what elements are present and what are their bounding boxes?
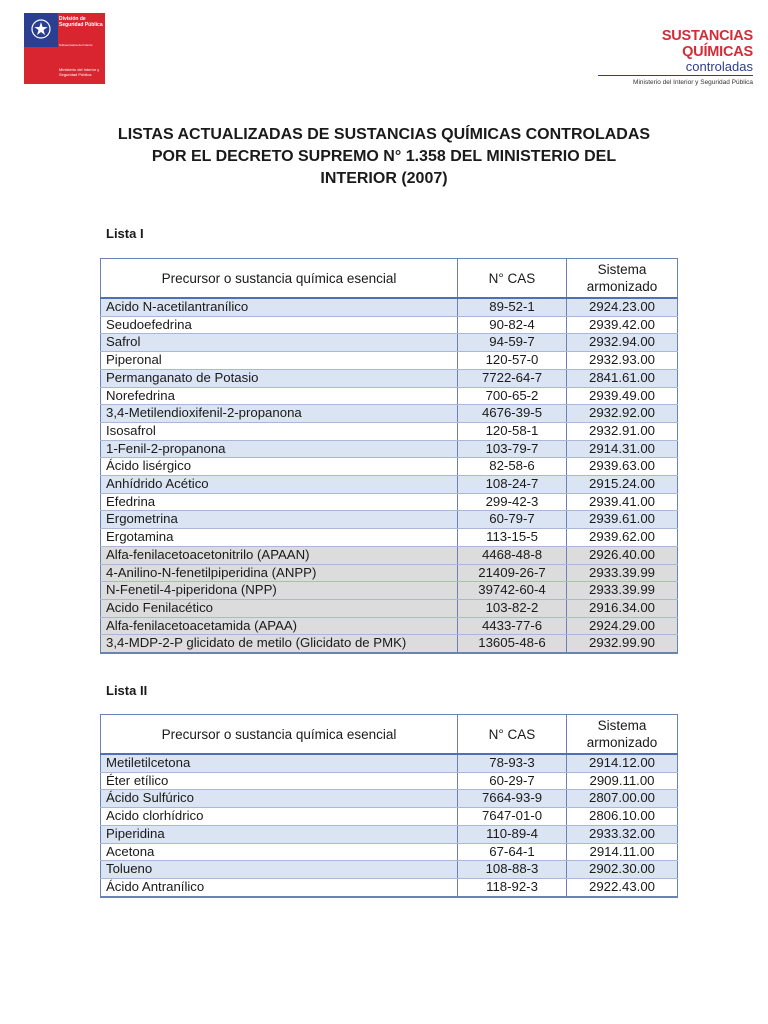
title-line1: LISTAS ACTUALIZADAS DE SUSTANCIAS QUÍMICAS CONTROLADAS <box>117 126 651 143</box>
sistema-armonizado-cell: 2932.91.00 <box>567 422 678 440</box>
logo-left-line2: Subsecretaría del Interior <box>59 43 93 47</box>
sistema-armonizado-cell: 2902.30.00 <box>567 861 678 879</box>
title-line2: POR EL DECRETO SUPREMO N° 1.358 DEL MINISTERIO DEL <box>151 148 617 165</box>
sustancia-cell: Norefedrina <box>101 387 458 405</box>
table-row <box>101 843 678 861</box>
table-header-row <box>101 259 678 299</box>
sistema-armonizado-cell: 2933.39.99 <box>567 564 678 582</box>
table-header-row <box>101 715 678 755</box>
sustancia-cell: Isosafrol <box>101 422 458 440</box>
sistema-armonizado-cell: 2939.63.00 <box>567 458 678 476</box>
sistema-armonizado-cell: 2924.23.00 <box>567 298 678 316</box>
cas-cell: 67-64-1 <box>458 843 567 861</box>
sustancia-cell: 3,4-Metilendioxifenil-2-propanona <box>101 405 458 423</box>
cas-cell: 7647-01-0 <box>458 808 567 826</box>
sustancia-cell: Acido clorhídrico <box>101 808 458 826</box>
lista-1-heading: Lista I <box>106 226 144 241</box>
header-sustancia: Precursor o sustancia química esencial <box>101 259 458 299</box>
cas-cell: 21409-26-7 <box>458 564 567 582</box>
cas-cell: 4468-48-8 <box>458 546 567 564</box>
table-row <box>101 861 678 879</box>
table-row <box>101 754 678 772</box>
cas-cell: 113-15-5 <box>458 529 567 547</box>
cas-cell: 103-79-7 <box>458 440 567 458</box>
table-row <box>101 369 678 387</box>
header-sistema-armonizado-label: Sistema armonizado <box>586 262 658 294</box>
logo-left-line3: Ministerio del Interior y Seguridad Pública <box>59 67 100 77</box>
sustancia-cell: Tolueno <box>101 861 458 879</box>
logo-right-line2: controladas <box>598 60 753 76</box>
table-row <box>101 440 678 458</box>
sistema-armonizado-cell: 2932.93.00 <box>567 352 678 370</box>
cas-cell: 94-59-7 <box>458 334 567 352</box>
header-sistema-armonizado <box>567 259 678 299</box>
cas-cell: 13605-48-6 <box>458 635 567 653</box>
sistema-armonizado-cell: 2939.62.00 <box>567 529 678 547</box>
table-row <box>101 476 678 494</box>
table-row <box>101 529 678 547</box>
cas-cell: 120-58-1 <box>458 422 567 440</box>
cas-cell: 90-82-4 <box>458 316 567 334</box>
header-cas: N° CAS <box>458 715 567 755</box>
cas-cell: 60-29-7 <box>458 772 567 790</box>
title-line3: INTERIOR (2007) <box>320 170 448 187</box>
sustancia-cell: Acido Fenilacético <box>101 599 458 617</box>
sustancia-cell: Permanganato de Potasio <box>101 369 458 387</box>
sistema-armonizado-cell: 2933.39.99 <box>567 582 678 600</box>
sistema-armonizado-cell: 2909.11.00 <box>567 772 678 790</box>
table-row <box>101 546 678 564</box>
table-row <box>101 582 678 600</box>
table-row <box>101 493 678 511</box>
cas-cell: 103-82-2 <box>458 599 567 617</box>
sustancia-cell: Ergotamina <box>101 529 458 547</box>
cas-cell: 108-24-7 <box>458 476 567 494</box>
sistema-armonizado-cell: 2915.24.00 <box>567 476 678 494</box>
lista-2-table <box>100 714 678 898</box>
document-title <box>100 124 668 190</box>
sustancia-cell: Alfa-fenilacetoacetonitrilo (APAAN) <box>101 546 458 564</box>
table-row <box>101 352 678 370</box>
table-row <box>101 422 678 440</box>
sistema-armonizado-cell: 2916.34.00 <box>567 599 678 617</box>
table-row <box>101 334 678 352</box>
table-row <box>101 405 678 423</box>
sustancia-cell: Ácido Sulfúrico <box>101 790 458 808</box>
gobierno-logo <box>24 13 105 84</box>
sustancia-cell: 1-Fenil-2-propanona <box>101 440 458 458</box>
table-row <box>101 790 678 808</box>
sustancia-cell: Anhídrido Acético <box>101 476 458 494</box>
cas-cell: 120-57-0 <box>458 352 567 370</box>
table-row <box>101 298 678 316</box>
table-row <box>101 635 678 653</box>
coat-of-arms-icon <box>29 17 53 41</box>
sistema-armonizado-cell: 2926.40.00 <box>567 546 678 564</box>
sistema-armonizado-cell: 2933.32.00 <box>567 825 678 843</box>
sustancia-cell: Piperonal <box>101 352 458 370</box>
table-row <box>101 316 678 334</box>
cas-cell: 82-58-6 <box>458 458 567 476</box>
table-row <box>101 617 678 635</box>
table-row <box>101 511 678 529</box>
cas-cell: 108-88-3 <box>458 861 567 879</box>
table-row <box>101 599 678 617</box>
table-row <box>101 878 678 896</box>
cas-cell: 4433-77-6 <box>458 617 567 635</box>
logo-right-line3: Ministerio del Interior y Seguridad Pública <box>633 79 753 86</box>
sustancia-cell: Acetona <box>101 843 458 861</box>
sustancias-quimicas-logo <box>598 28 753 86</box>
cas-cell: 4676-39-5 <box>458 405 567 423</box>
sustancia-cell: Metiletilcetona <box>101 754 458 772</box>
sustancia-cell: Éter etílico <box>101 772 458 790</box>
cas-cell: 110-89-4 <box>458 825 567 843</box>
table-row <box>101 458 678 476</box>
cas-cell: 700-65-2 <box>458 387 567 405</box>
sistema-armonizado-cell: 2932.99.90 <box>567 635 678 653</box>
sistema-armonizado-cell: 2939.49.00 <box>567 387 678 405</box>
sistema-armonizado-cell: 2922.43.00 <box>567 878 678 896</box>
sistema-armonizado-cell: 2806.10.00 <box>567 808 678 826</box>
sustancia-cell: Ergometrina <box>101 511 458 529</box>
sistema-armonizado-cell: 2939.42.00 <box>567 316 678 334</box>
sistema-armonizado-cell: 2932.94.00 <box>567 334 678 352</box>
sustancia-cell: Ácido lisérgico <box>101 458 458 476</box>
cas-cell: 7664-93-9 <box>458 790 567 808</box>
header-cas: N° CAS <box>458 259 567 299</box>
header-sistema-armonizado-label: Sistema armonizado <box>586 718 658 750</box>
header-sistema-armonizado <box>567 715 678 755</box>
sustancia-cell: Seudoefedrina <box>101 316 458 334</box>
cas-cell: 89-52-1 <box>458 298 567 316</box>
sustancia-cell: 4-Anilino-N-fenetilpiperidina (ANPP) <box>101 564 458 582</box>
table-row <box>101 387 678 405</box>
sistema-armonizado-cell: 2807.00.00 <box>567 790 678 808</box>
sustancia-cell: Safrol <box>101 334 458 352</box>
sustancia-cell: Ácido Antranílico <box>101 878 458 896</box>
lista-2-heading: Lista II <box>106 683 148 698</box>
table-row <box>101 772 678 790</box>
sistema-armonizado-cell: 2939.61.00 <box>567 511 678 529</box>
lista-1-body <box>101 298 678 653</box>
sustancia-cell: Efedrina <box>101 493 458 511</box>
cas-cell: 299-42-3 <box>458 493 567 511</box>
table-row <box>101 808 678 826</box>
sustancia-cell: Alfa-fenilacetoacetamida (APAA) <box>101 617 458 635</box>
lista-1-table <box>100 258 678 654</box>
sustancia-cell: Piperidina <box>101 825 458 843</box>
logo-left-line1: División de Seguridad Pública <box>59 16 103 28</box>
table-row <box>101 825 678 843</box>
table-row <box>101 564 678 582</box>
cas-cell: 78-93-3 <box>458 754 567 772</box>
sustancia-cell: 3,4-MDP-2-P glicidato de metilo (Glicidato de PMK) <box>101 635 458 653</box>
cas-cell: 39742-60-4 <box>458 582 567 600</box>
sistema-armonizado-cell: 2932.92.00 <box>567 405 678 423</box>
sistema-armonizado-cell: 2914.31.00 <box>567 440 678 458</box>
logo-right-line1: SUSTANCIAS QUÍMICAS <box>661 28 753 60</box>
sistema-armonizado-cell: 2914.11.00 <box>567 843 678 861</box>
lista-2-body <box>101 754 678 897</box>
sistema-armonizado-cell: 2924.29.00 <box>567 617 678 635</box>
cas-cell: 7722-64-7 <box>458 369 567 387</box>
sustancia-cell: Acido N-acetilantranílico <box>101 298 458 316</box>
sistema-armonizado-cell: 2939.41.00 <box>567 493 678 511</box>
sustancia-cell: N-Fenetil-4-piperidona (NPP) <box>101 582 458 600</box>
cas-cell: 60-79-7 <box>458 511 567 529</box>
sistema-armonizado-cell: 2841.61.00 <box>567 369 678 387</box>
cas-cell: 118-92-3 <box>458 878 567 896</box>
header-sustancia: Precursor o sustancia química esencial <box>101 715 458 755</box>
sistema-armonizado-cell: 2914.12.00 <box>567 754 678 772</box>
